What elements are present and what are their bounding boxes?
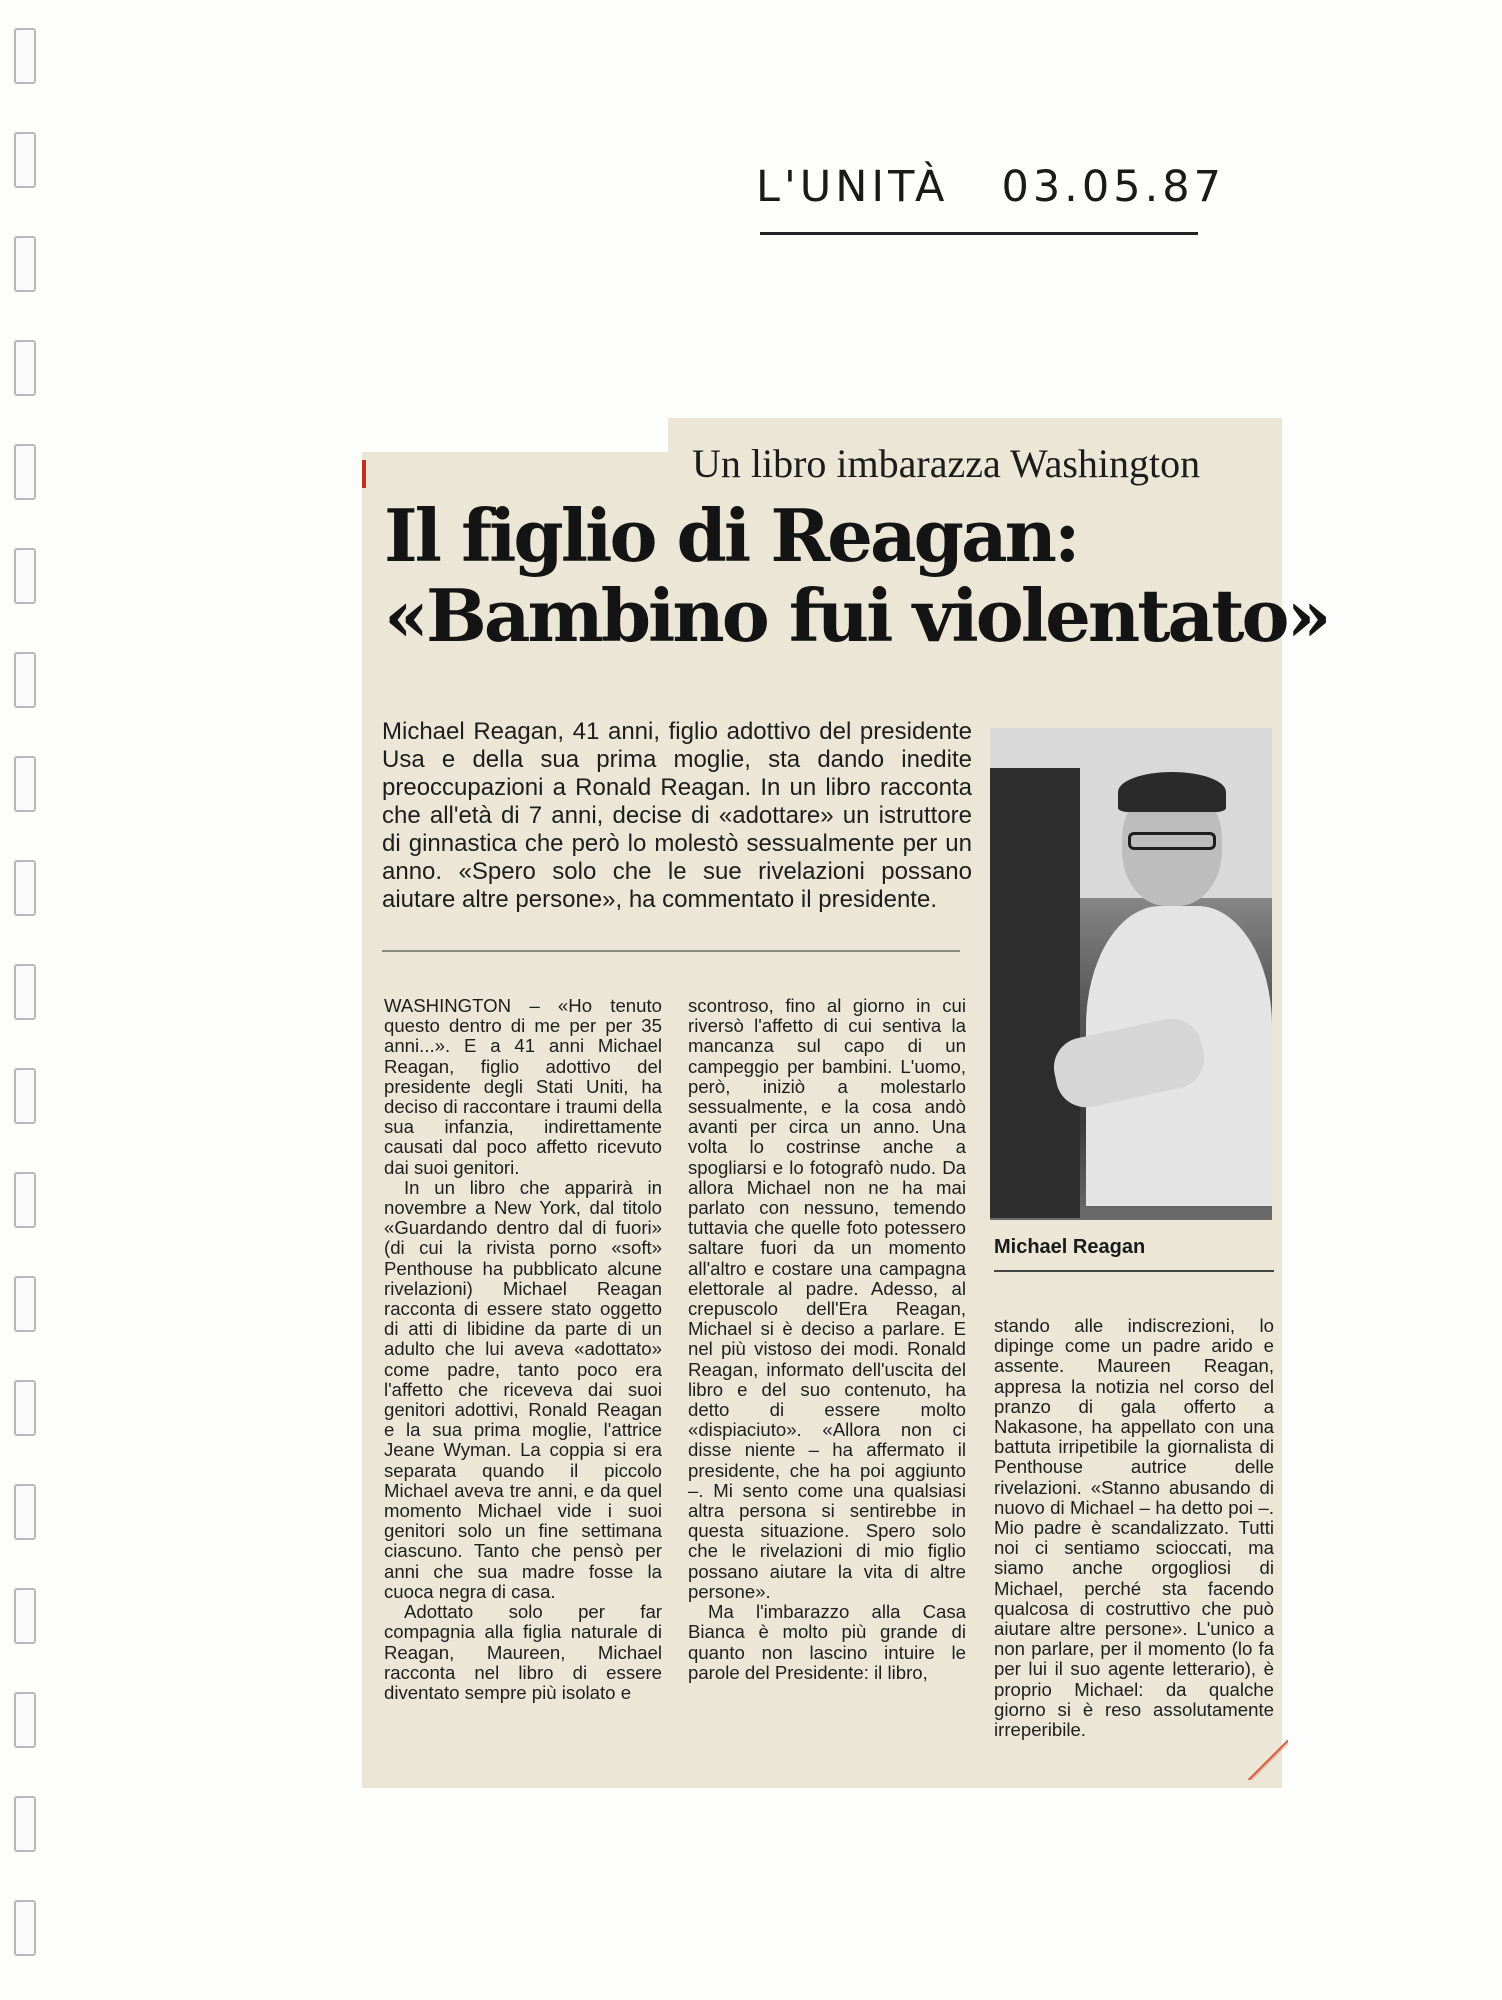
binder-hole [14, 1276, 36, 1332]
binder-hole [14, 1484, 36, 1540]
photo-caption: Michael Reagan [994, 1236, 1146, 1258]
paragraph: WASHINGTON – «Ho tenuto questo dentro di me per per 35 anni...». E a 41 anni Michael Reagan, figlio adottivo del presidente degli Stati Uniti, ha deciso di raccontare i traumi della sua infanzia, indirettamente causati dal poco affetto ricevuto dai suoi genitori. [384, 995, 662, 1178]
binder-hole [14, 652, 36, 708]
handwritten-text [756, 162, 1225, 212]
binder-hole [14, 756, 36, 812]
binder-hole [14, 1380, 36, 1436]
body-column-2 [688, 996, 966, 1683]
paragraph: Ma l'imbarazzo alla Casa Bianca è molto più grande di quanto non lascino intuire le parole del Presidente: il libro, [688, 1601, 966, 1683]
binder-hole [14, 1692, 36, 1748]
paragraph: stando alle indiscrezioni, lo dipinge come un padre arido e assente. Maureen Reagan, appresa la notizia nel corso del pranzo di gala offerto a Nakasone, ha appellato con una battuta irripetibile la giornalista di Penthouse autrice delle rivelazioni. «Stanno abusando di nuovo di Michael – ha detto poi –. Mio padre è scandalizzato. Tutti noi ci sentiamo scioccati, ma siamo anche orgogliosi di Michael, perché sta facendo qualcosa di costruttivo che può aiutare altre persone». L'unico a non parlare, per il momento (lo fa per lui il suo agente letterario), è proprio Michael: da qualche giorno si è reso assolutamente irreperibile. [994, 1315, 1274, 1741]
binder-hole [14, 548, 36, 604]
body-column-1 [384, 996, 662, 1703]
clipping-cut-edge [362, 418, 668, 452]
article-lead: Michael Reagan, 41 anni, figlio adottivo del presidente Usa e della sua prima moglie, sta dando inedite preoccupazioni a Ronald Reagan. In un libro racconta che all'età di 7 anni, decise di «adottare» un istruttore di ginnastica che però lo molestò sessualmente per un anno. «Spero solo che le sue rivelazioni possano aiutare altre persone», ha commentato il presidente. [382, 718, 972, 913]
photo-hair [1118, 772, 1226, 812]
caption-divider [994, 1270, 1274, 1272]
binder-hole [14, 340, 36, 396]
binder-hole [14, 1796, 36, 1852]
paragraph: Adottato solo per far compagnia alla figlia naturale di Reagan, Maureen, Michael racconta nel libro di essere diventato sempre più isolato e [384, 1601, 662, 1703]
article-headline [384, 493, 1329, 658]
binder-hole [14, 1068, 36, 1124]
binder-hole [14, 28, 36, 84]
red-mark [362, 460, 366, 488]
handwritten-date: 03.05.87 [1001, 162, 1225, 212]
binder-holes [12, 20, 42, 1970]
binder-hole [14, 1172, 36, 1228]
binder-hole [14, 1588, 36, 1644]
paragraph: scontroso, fino al giorno in cui riversò l'affetto di cui sentiva la mancanza sul capo di un campeggio per bambini. L'uomo, però, iniziò a molestarlo sessualmente, e la cosa andò avanti per circa un anno. Una volta lo costrinse anche a spogliarsi e lo fotografò nudo. Da allora Michael non ne ha mai parlato con nessuno, temendo tuttavia che quelle foto potessero saltare fuori da un momento all'altro e costare una campagna elettorale al padre. Adesso, al crepuscolo dell'Era Reagan, Michael si è deciso a parlare. E nel più vistoso dei modi. Ronald Reagan, informato dell'uscita del libro e del suo contenuto, ha detto di essere molto «dispiaciuto». «Allora non ci disse niente – ha affermato il presidente, che ha poi aggiunto –. Mi sento come una qualsiasi altra persona si sentirebbe in questa situazione. Spero solo che le rivelazioni di mio figlio possano aiutare la vita di altre persone». [688, 995, 966, 1602]
article-photo [990, 728, 1272, 1220]
article-kicker: Un libro imbarazza Washington [692, 441, 1201, 486]
body-column-3 [994, 1316, 1274, 1740]
photo-glasses [1128, 832, 1216, 850]
binder-hole [14, 236, 36, 292]
binder-hole [14, 964, 36, 1020]
binder-hole [14, 1900, 36, 1956]
lead-divider [382, 950, 960, 952]
photo-tree [990, 768, 1080, 1218]
handwritten-source-note [756, 162, 1225, 234]
red-corner-mark [1248, 1740, 1288, 1780]
binder-hole [14, 444, 36, 500]
binder-hole [14, 860, 36, 916]
paragraph: In un libro che apparirà in novembre a New York, dal titolo «Guardando dentro dal di fuori» (di cui la rivista porno «soft» Penthouse ha pubblicato alcune rivelazioni) Michael Reagan racconta di essere stato oggetto di atti di libidine da parte di un adulto che lui aveva «adottato» come padre, tanto poco era l'affetto che riceveva dai suoi genitori adottivi, Ronald Reagan e la sua prima moglie, l'attrice Jeane Wyman. La coppia si era separata quando il piccolo Michael aveva tre anni, e da quel momento Michael vide i suoi genitori solo un fine settimana ciascuno. Tanto che pensò per anni che sua madre fosse la cuoca negra di casa. [384, 1176, 662, 1602]
headline-line-1: Il figlio di Reagan: [384, 493, 1078, 578]
headline-line-2: «Bambino fui violentato» [384, 573, 1329, 658]
binder-hole [14, 132, 36, 188]
handwritten-source: L'UNITÀ [756, 162, 949, 212]
handwritten-underline [760, 232, 1198, 235]
